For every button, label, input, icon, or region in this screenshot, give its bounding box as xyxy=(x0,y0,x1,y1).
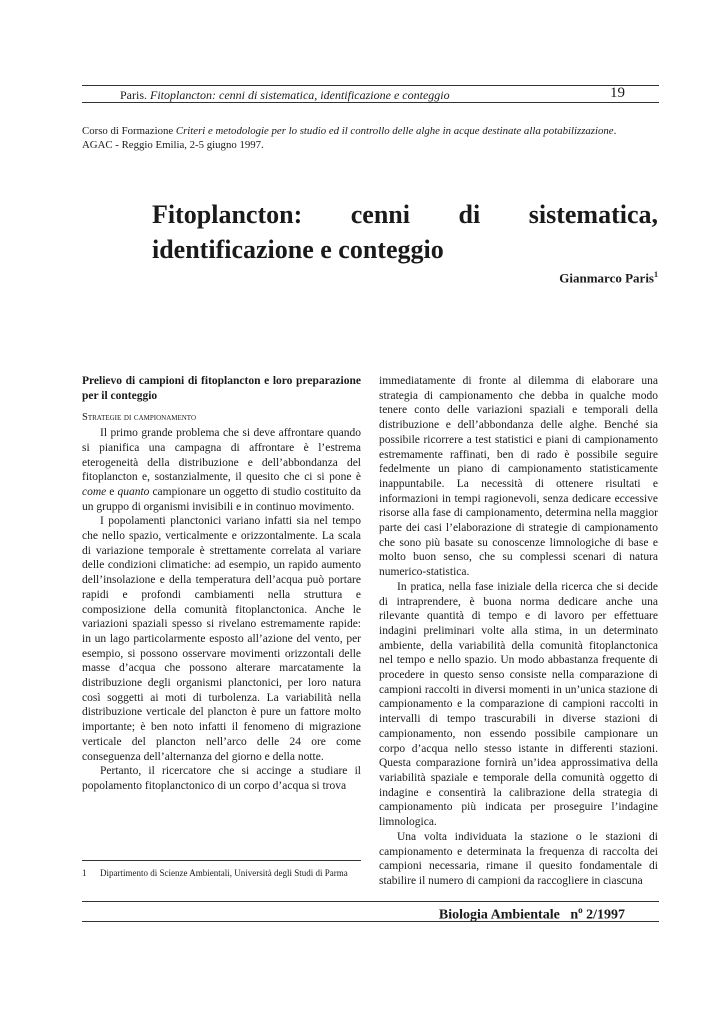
article-title: Fitoplancton: cenni di sistematica, identificazione e conteggio xyxy=(152,200,658,264)
column-right xyxy=(379,374,658,889)
emphasis-quanto: quanto xyxy=(117,485,150,498)
issue-prefix: n xyxy=(570,907,579,923)
column-left xyxy=(82,374,361,794)
footnote-rule xyxy=(82,860,361,861)
journal-name: Biologia Ambientale xyxy=(438,907,560,923)
author-footnote-mark: 1 xyxy=(654,270,658,279)
course-title: Criteri e metodologie per lo studio ed il controllo delle alghe in acque destinate alla potabilizzazione xyxy=(175,125,614,137)
article-author xyxy=(559,270,658,286)
running-header-author: Paris. xyxy=(120,88,147,102)
paragraph-1: Il primo grande problema che si deve affrontare quando si pianifica una campagna di affrontare è l’estrema eterogeneità della distribuzione e dell’abbondanza del fitoplancton e, sostanzialmente, il quesito che ci si pone è come e quanto campionare un oggetto di studio costituito da un gruppo di organismi invisibili e in continuo movimento. xyxy=(82,427,362,513)
course-info: Corso di Formazione Criteri e metodologie per lo studio ed il controllo delle alghe in acque destinate alla potabilizzazione. AGAC - Reggio Emilia, 2-5 giugno 1997. xyxy=(82,125,617,151)
issue-number: 2/1997 xyxy=(586,907,625,923)
running-header xyxy=(120,85,625,103)
footnote-text: Dipartimento di Scienze Ambientali, Università degli Studi di Parma xyxy=(100,868,348,878)
author-name: Gianmarco Paris xyxy=(559,270,654,286)
course-prefix: Corso di Formazione xyxy=(82,125,174,137)
emphasis-come: come xyxy=(82,485,107,498)
course-venue: AGAC - Reggio Emilia, 2-5 giugno 1997. xyxy=(82,139,264,151)
issue-super: o xyxy=(578,905,583,915)
paragraph-4: immediatamente di fronte al dilemma di elaborare una strategia di campionamento che debba in qualche modo tenere conto delle variazioni spaziali e temporali della distribuzione e dell’abbondanza delle alghe. Benché sia possibile ricorrere a test statistici e piani di campionamento estremamente raffinati, ben di rado è possibile seguire fedelmente un piano di campionamento statisticamente inappuntabile. La necessità di ottenere risultati e informazioni in tempi ragionevoli, senza dedicare eccessive risorse alla fase di campionamento, determina nella maggior parte dei casi l’elaborazione di strategie di campionamento che sono più basate su conoscenze limnologiche di base e molto buon senso, che su complessi scenari di natura numerico-statistica. xyxy=(379,375,658,579)
paragraph-6: Una volta individuata la stazione o le stazioni di campionamento e determinata la frequenza di raccolta dei campioni necessaria, rimane il quesito fondamentale di stabilire il numero di campioni da raccogliere in ciascuna xyxy=(379,830,658,887)
header-rule-bottom xyxy=(82,102,659,103)
footer-rule-bottom xyxy=(82,921,659,922)
subheading: Strategie di campionamento xyxy=(82,412,197,424)
footer-rule-top xyxy=(82,901,659,902)
paragraph-3: Pertanto, il ricercatore che si accinge a studiare il popolamento fitoplanctonico di un corpo d’acqua si trova xyxy=(82,765,361,792)
running-header-title: Fitoplancton: cenni di sistematica, identificazione e conteggio xyxy=(150,88,450,102)
footnote xyxy=(82,860,361,879)
page-number: 19 xyxy=(610,85,625,101)
paragraph-5: In pratica, nella fase iniziale della ricerca che si decide di intraprendere, è buona norma dedicare anche una rilevante quantità di tempo e di lavoro per effettuare indagini preliminari volte alla stima, in un determinato ambiente, della variabilità della comunità fitoplanctonica nel tempo e nello spazio. Un modo abbastanza frequente di procedere in questo senso consiste nella comparazione di campioni raccolti in diversi momenti in un’unica stazione di campionamento e la comparazione di campioni raccolti in intervalli di tempo trascurabili in diverse stazioni di campionamento, non essendo possibile campionare un corpo d’acqua nello stesso istante in differenti stazioni. Questa comparazione fornirà un’idea approssimativa della variabilità spaziale e temporale della comunità oggetto di indagine e consentirà la calibrazione della strategia di campionamento più indicata per proseguire l’indagine limnologica. xyxy=(379,580,658,829)
paragraph-2: I popolamenti planctonici variano infatti sia nel tempo che nello spazio, verticalmente e orizzontalmente. La scala di variazione temporale è strettamente correlata al variare delle condizioni climatiche: ad esempio, un rapido aumento dell’insolazione e della temperatura dell’acqua può portare rapidi e profondi cambiamenti nella struttura e composizione della comunità fitoplanctonica. Anche le variazioni spaziali spesso si rivelano estremamente rapide: in un lago particolarmente esposto all’azione del vento, per esempio, si possono osservare movimenti orizzontali delle masse d’acqua che possono alterare marcatamente la distribuzione degli organismi planctonici, per loro natura così soggetti ai moti di turbolenza. La variabilità nella distribuzione verticale del plancton è pure un fattore molto importante; è ben noto infatti il fenomeno di migrazione verticale del plancton nell’arco delle 24 ore come conseguenza dell’alternanza del giorno e della notte. xyxy=(82,515,361,763)
header-rule-top xyxy=(82,85,659,86)
section-heading: Prelievo di campioni di fitoplancton e loro preparazione per il conteggio xyxy=(82,375,361,402)
footnote-number: 1 xyxy=(82,868,87,878)
